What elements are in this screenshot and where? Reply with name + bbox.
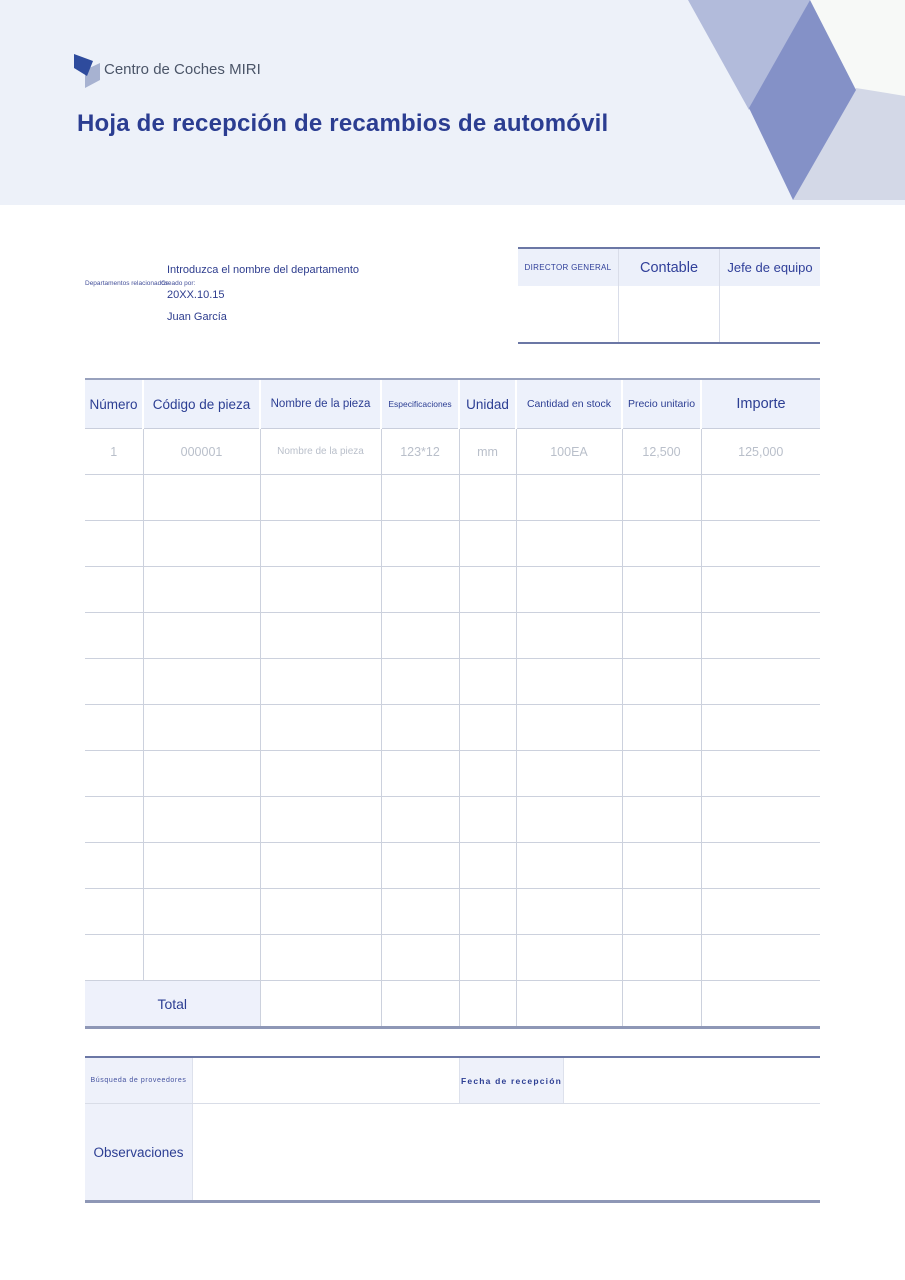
created-by-label: Creado por: <box>161 280 196 287</box>
empty-cell[interactable] <box>701 659 820 705</box>
empty-row <box>85 613 820 659</box>
empty-cell[interactable] <box>260 705 381 751</box>
empty-cell[interactable] <box>143 889 260 935</box>
signature-cell-team-lead[interactable] <box>720 286 820 342</box>
empty-cell[interactable] <box>516 889 622 935</box>
empty-row <box>85 659 820 705</box>
empty-cell[interactable] <box>701 475 820 521</box>
empty-cell[interactable] <box>381 475 459 521</box>
related-departments-label: Departamentos relacionados: <box>85 280 170 287</box>
reception-date-label: Fecha de recepción <box>459 1058 564 1103</box>
parts-table-header-row <box>85 380 820 429</box>
empty-cell[interactable] <box>701 705 820 751</box>
empty-cell[interactable] <box>260 659 381 705</box>
empty-row <box>85 843 820 889</box>
total-value-cell[interactable] <box>260 981 381 1027</box>
footer-row-observations <box>85 1104 820 1200</box>
sample-cell[interactable]: 12,500 <box>622 429 701 475</box>
supplier-search-label: Búsqueda de proveedores <box>85 1058 193 1103</box>
empty-cell[interactable] <box>85 843 143 889</box>
total-value-cell[interactable] <box>622 981 701 1027</box>
created-date-value[interactable]: 20XX.10.15 <box>167 289 225 301</box>
empty-cell[interactable] <box>701 843 820 889</box>
empty-cell[interactable] <box>85 797 143 843</box>
empty-cell[interactable] <box>622 659 701 705</box>
empty-cell[interactable] <box>459 659 516 705</box>
brand-name: Centro de Coches MIRI <box>104 61 261 78</box>
total-row <box>85 981 820 1027</box>
column-header-3: Especificaciones <box>381 380 459 429</box>
signature-cell-accountant[interactable] <box>619 286 719 342</box>
sample-row <box>85 429 820 475</box>
empty-cell[interactable] <box>622 567 701 613</box>
sample-cell[interactable]: 123*12 <box>381 429 459 475</box>
reception-date-field[interactable] <box>564 1058 820 1103</box>
empty-cell[interactable] <box>701 521 820 567</box>
empty-cell[interactable] <box>381 659 459 705</box>
empty-cell[interactable] <box>459 751 516 797</box>
empty-cell[interactable] <box>143 935 260 981</box>
empty-cell[interactable] <box>516 797 622 843</box>
empty-cell[interactable] <box>143 843 260 889</box>
approval-director-label: DIRECTOR GENERAL <box>518 249 618 286</box>
empty-row <box>85 751 820 797</box>
footer-row-supplier <box>85 1058 820 1104</box>
empty-cell[interactable] <box>516 521 622 567</box>
empty-cell[interactable] <box>701 567 820 613</box>
empty-cell[interactable] <box>516 705 622 751</box>
empty-cell[interactable] <box>516 843 622 889</box>
empty-row <box>85 567 820 613</box>
empty-row <box>85 521 820 567</box>
approval-column-director <box>518 249 618 342</box>
empty-cell[interactable] <box>701 797 820 843</box>
empty-cell[interactable] <box>260 751 381 797</box>
empty-cell[interactable] <box>85 659 143 705</box>
empty-row <box>85 889 820 935</box>
empty-cell[interactable] <box>516 935 622 981</box>
empty-cell[interactable] <box>260 613 381 659</box>
empty-cell[interactable] <box>622 843 701 889</box>
empty-cell[interactable] <box>381 889 459 935</box>
empty-cell[interactable] <box>701 889 820 935</box>
empty-cell[interactable] <box>459 613 516 659</box>
empty-cell[interactable] <box>381 521 459 567</box>
sample-cell[interactable]: mm <box>459 429 516 475</box>
empty-cell[interactable] <box>459 475 516 521</box>
observations-label: Observaciones <box>85 1104 193 1200</box>
empty-cell[interactable] <box>622 613 701 659</box>
empty-cell[interactable] <box>260 889 381 935</box>
empty-row <box>85 705 820 751</box>
sample-cell[interactable]: 1 <box>85 429 143 475</box>
empty-cell[interactable] <box>381 797 459 843</box>
corner-decoration <box>685 0 905 205</box>
empty-cell[interactable] <box>622 521 701 567</box>
empty-cell[interactable] <box>143 751 260 797</box>
empty-cell[interactable] <box>459 705 516 751</box>
empty-cell[interactable] <box>85 613 143 659</box>
supplier-search-field[interactable] <box>193 1058 459 1103</box>
approval-team-lead-label: Jefe de equipo <box>720 249 820 286</box>
empty-cell[interactable] <box>85 521 143 567</box>
empty-cell[interactable] <box>622 797 701 843</box>
empty-cell[interactable] <box>143 797 260 843</box>
parts-table-body <box>85 429 820 1027</box>
empty-cell[interactable] <box>622 475 701 521</box>
empty-row <box>85 935 820 981</box>
column-header-5: Cantidad en stock <box>516 380 622 429</box>
empty-cell[interactable] <box>622 705 701 751</box>
page-title: Hoja de recepción de recambios de automóvil <box>77 110 609 137</box>
empty-cell[interactable] <box>143 567 260 613</box>
sample-cell[interactable]: 125,000 <box>701 429 820 475</box>
empty-cell[interactable] <box>85 751 143 797</box>
empty-row <box>85 797 820 843</box>
column-header-0: Número <box>85 380 143 429</box>
total-value-cell[interactable] <box>381 981 459 1027</box>
sample-cell[interactable]: 000001 <box>143 429 260 475</box>
empty-cell[interactable] <box>143 475 260 521</box>
sample-cell[interactable]: 100EA <box>516 429 622 475</box>
empty-cell[interactable] <box>260 567 381 613</box>
empty-cell[interactable] <box>701 935 820 981</box>
parts-table <box>85 378 820 1029</box>
empty-cell[interactable] <box>516 567 622 613</box>
column-header-4: Unidad <box>459 380 516 429</box>
observations-field[interactable] <box>193 1104 820 1200</box>
total-value-cell[interactable] <box>516 981 622 1027</box>
empty-cell[interactable] <box>143 613 260 659</box>
empty-cell[interactable] <box>260 935 381 981</box>
author-value[interactable]: Juan García <box>167 311 227 323</box>
empty-cell[interactable] <box>85 705 143 751</box>
empty-cell[interactable] <box>85 475 143 521</box>
empty-cell[interactable] <box>516 475 622 521</box>
empty-cell[interactable] <box>459 843 516 889</box>
empty-cell[interactable] <box>260 475 381 521</box>
empty-row <box>85 475 820 521</box>
total-value-cell[interactable] <box>701 981 820 1027</box>
empty-cell[interactable] <box>459 935 516 981</box>
empty-cell[interactable] <box>516 613 622 659</box>
sample-cell[interactable]: Nombre de la pieza <box>260 429 381 475</box>
empty-cell[interactable] <box>701 751 820 797</box>
signature-cell-director[interactable] <box>518 286 618 342</box>
column-header-6: Precio unitario <box>622 380 701 429</box>
empty-cell[interactable] <box>85 567 143 613</box>
empty-cell[interactable] <box>381 705 459 751</box>
empty-cell[interactable] <box>260 521 381 567</box>
empty-cell[interactable] <box>381 613 459 659</box>
empty-cell[interactable] <box>85 889 143 935</box>
empty-cell[interactable] <box>381 935 459 981</box>
empty-cell[interactable] <box>260 843 381 889</box>
empty-cell[interactable] <box>143 659 260 705</box>
empty-cell[interactable] <box>516 659 622 705</box>
column-header-7: Importe <box>701 380 820 429</box>
empty-cell[interactable] <box>459 567 516 613</box>
empty-cell[interactable] <box>143 705 260 751</box>
empty-cell[interactable] <box>381 843 459 889</box>
approval-column-accountant <box>618 249 719 342</box>
empty-cell[interactable] <box>85 935 143 981</box>
total-value-cell[interactable] <box>459 981 516 1027</box>
column-header-2: Nombre de la pieza <box>260 380 381 429</box>
empty-cell[interactable] <box>381 751 459 797</box>
footer-section <box>85 1056 820 1203</box>
brand-logo-icon <box>74 52 101 90</box>
empty-cell[interactable] <box>701 613 820 659</box>
total-label: Total <box>85 981 260 1027</box>
empty-cell[interactable] <box>143 521 260 567</box>
header-band <box>0 0 905 205</box>
column-header-1: Código de pieza <box>143 380 260 429</box>
empty-cell[interactable] <box>381 567 459 613</box>
empty-cell[interactable] <box>459 797 516 843</box>
empty-cell[interactable] <box>516 751 622 797</box>
empty-cell[interactable] <box>459 521 516 567</box>
approval-accountant-label: Contable <box>619 249 719 286</box>
empty-cell[interactable] <box>459 889 516 935</box>
approval-signatures <box>518 247 820 344</box>
empty-cell[interactable] <box>622 751 701 797</box>
department-name-value[interactable]: Introduzca el nombre del departamento <box>167 264 360 276</box>
empty-cell[interactable] <box>622 889 701 935</box>
empty-cell[interactable] <box>622 935 701 981</box>
approval-column-team-lead <box>719 249 820 342</box>
empty-cell[interactable] <box>260 797 381 843</box>
